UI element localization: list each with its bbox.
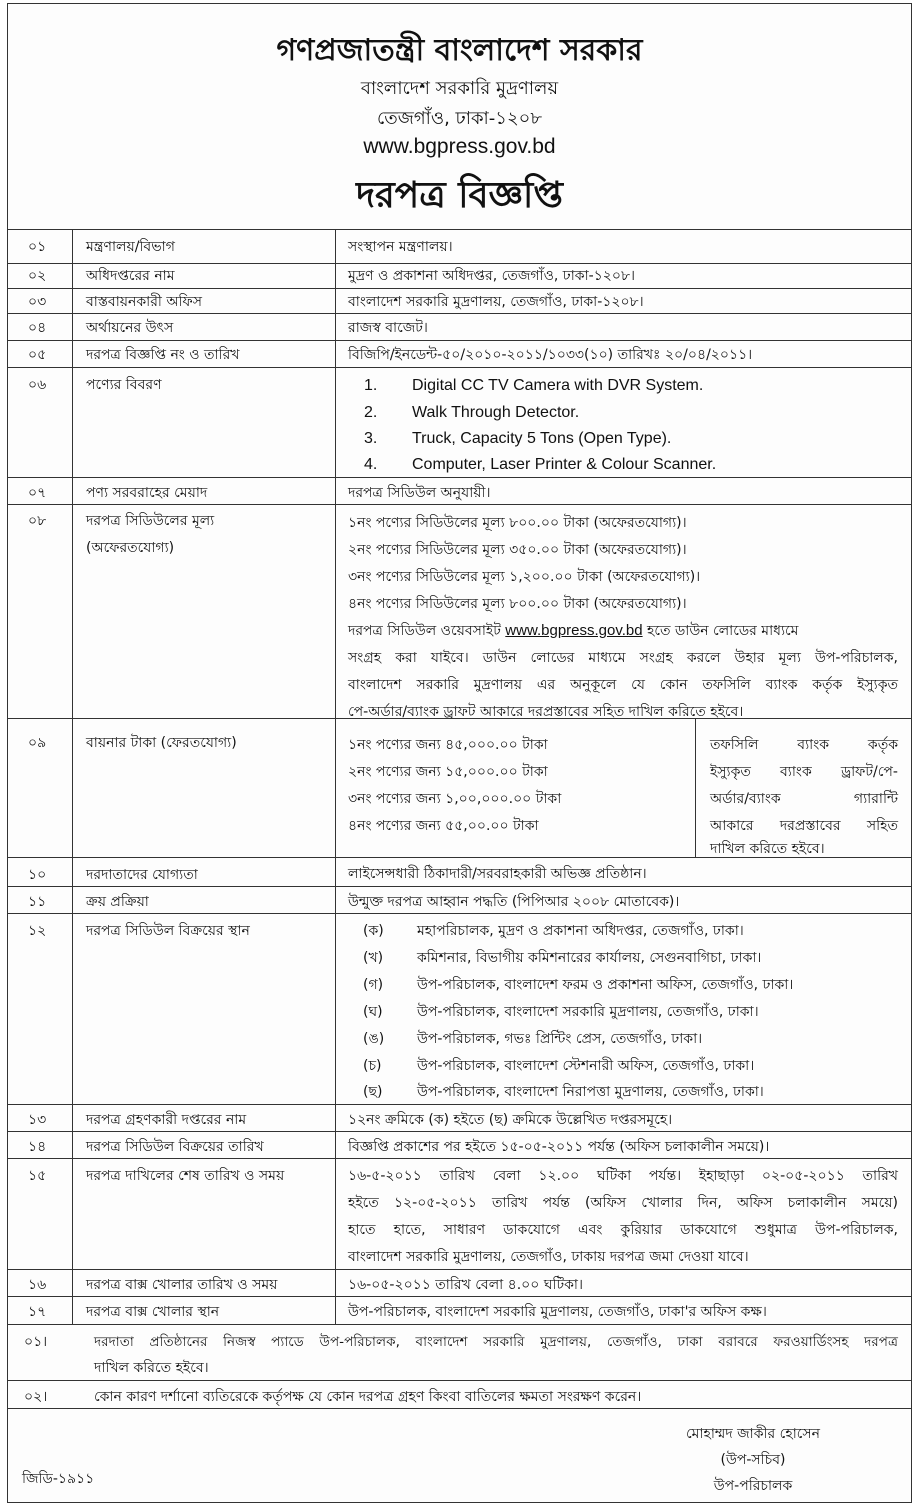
row-value: দরপত্র সিডিউল অনুযায়ী। (348, 485, 491, 501)
item-description: Walk Through Detector. (412, 404, 580, 421)
footer-code: জিডি-১৯১১ (22, 1471, 95, 1487)
earnest-money: ২নং পণ্যের জন্য ১৫,০০০.০০ টাকা (348, 764, 548, 780)
row-number: ১৪ (28, 1139, 47, 1155)
row-label: অর্থায়নের উৎস (86, 320, 174, 336)
download-text: দরপত্র সিডিউল ওয়েবসাইট (348, 623, 506, 639)
row-divider (8, 1104, 911, 1105)
row-divider (8, 1131, 911, 1132)
item-number: 2. (364, 404, 378, 421)
column-divider (695, 718, 696, 857)
earnest-money: ৩নং পণ্যের জন্য ১,০০,০০০.০০ টাকা (348, 791, 562, 807)
place-text: উপ-পরিচালক, বাংলাদেশ সরকারি মুদ্রণালয়, তেজগাঁও, ঢাকা। (417, 1004, 759, 1020)
row-number: ১৫ (28, 1168, 47, 1184)
row-number: ০৫ (28, 347, 47, 363)
row-number: ০৯ (28, 735, 47, 751)
row-number: ০২ (28, 268, 47, 284)
government-title: গণপ্রজাতন্ত্রী বাংলাদেশ সরকার (276, 33, 643, 68)
row-value: বিজিপি/ইনডেন্ট-৫০/২০১০-২০১১/১০৩৩(১০) তারিখঃ ২০/০৪/২০১১। (348, 347, 753, 363)
row-number: ০৬ (28, 377, 47, 393)
place-key: (ঘ) (363, 1004, 383, 1020)
place-key: (গ) (363, 977, 384, 993)
row-number: ১৭ (28, 1304, 47, 1320)
place-key: (ঙ) (363, 1031, 385, 1047)
row-divider (8, 263, 911, 264)
row-label: পণ্যের বিবরণ (86, 377, 162, 393)
earnest-money: ৪নং পণ্যের জন্য ৫৫,০০.০০ টাকা (348, 818, 539, 834)
note-text: কোন কারণ দর্শানো ব্যতিরেকে কর্তৃপক্ষ যে কোন দরপত্র গ্রহণ কিংবা বাতিলের ক্ষমতা সংরক্ষণ করেন। (94, 1389, 642, 1405)
row-label: দরপত্র দাখিলের শেষ তারিখ ও সময় (86, 1168, 285, 1184)
deadline-line: হাতে হাতে, সাধারণ ডাকযোগে এবং কুরিয়ার ডাকযোগে শুধুমাত্র উপ-পরিচালক, (348, 1222, 898, 1238)
row-divider (8, 313, 911, 314)
note-divider (8, 1380, 911, 1381)
place-text: উপ-পরিচালক, গভঃ প্রিন্টিং প্রেস, তেজগাঁও, ঢাকা। (417, 1031, 703, 1047)
row-divider (8, 477, 911, 478)
row-divider (8, 886, 911, 887)
item-description: Truck, Capacity 5 Tons (Open Type). (412, 430, 672, 447)
column-divider (72, 229, 73, 1324)
note-divider (8, 1408, 911, 1409)
row-label: (অফেরতযোগ্য) (86, 540, 175, 556)
row-label: দরপত্র বিজ্ঞপ্তি নং ও তারিখ (86, 347, 240, 363)
row-number: ১২ (28, 923, 47, 939)
row-number: ০১ (28, 239, 47, 255)
row-label: দরপত্র সিডিউল বিক্রয়ের তারিখ (86, 1139, 264, 1155)
row-value: বাংলাদেশ সরকারি মুদ্রণালয়, তেজগাঁও, ঢাকা-১২০৮। (348, 294, 644, 310)
schedule-price: ১নং পণ্যের সিডিউলের মূল্য ৮০০.০০ টাকা (অফেরতযোগ্য)। (348, 515, 687, 531)
tender-notice-page (7, 3, 912, 1503)
row-value: রাজস্ব বাজেট। (348, 320, 428, 336)
earnest-note: অর্ডার/ব্যাংক গ্যারান্টি (710, 791, 898, 807)
notice-title: দরপত্র বিজ্ঞপ্তি (356, 175, 563, 216)
row-number: ১০ (28, 867, 47, 883)
row-label: দরপত্র সিডিউল বিক্রয়ের স্থান (86, 923, 250, 939)
deadline-line: বাংলাদেশ সরকারি মুদ্রণালয়, তেজগাঁও, ঢাকায় দরপত্র জমা দেওয়া যাবে। (348, 1249, 749, 1265)
earnest-note: আকারে দরপ্রস্তাবের সহিত (710, 818, 898, 834)
deadline-line: হইতে ১২-০৫-২০১১ তারিখ পর্যন্ত (অফিস খোলার দিন, অফিস চলাকালীন সময়ে) (348, 1195, 898, 1211)
place-text: মহাপরিচালক, মুদ্রণ ও প্রকাশনা অধিদপ্তর, তেজগাঁও, ঢাকা। (417, 923, 744, 939)
place-text: উপ-পরিচালক, বাংলাদেশ ফরম ও প্রকাশনা অফিস, তেজগাঁও, ঢাকা। (417, 977, 794, 993)
schedule-price: ২নং পণ্যের সিডিউলের মূল্য ৩৫০.০০ টাকা (অফেরতযোগ্য)। (348, 542, 687, 558)
row-value: মুদ্রণ ও প্রকাশনা অধিদপ্তর, তেজগাঁও, ঢাকা-১২০৮। (348, 268, 636, 284)
signatory-name: মোহাম্মদ জাকীর হোসেন (686, 1426, 820, 1442)
row-value: সংস্থাপন মন্ত্রণালয়। (348, 239, 453, 255)
item-number: 3. (364, 430, 378, 447)
row-number: ০৪ (28, 320, 47, 336)
row-label: ক্রয় প্রক্রিয়া (86, 894, 149, 910)
row-value: উপ-পরিচালক, বাংলাদেশ সরকারি মুদ্রণালয়, তেজগাঁও, ঢাকা'র অফিস কক্ষ। (348, 1304, 767, 1320)
row-value: ১৬-০৫-২০১১ তারিখ বেলা ৪.০০ ঘটিকা। (348, 1277, 583, 1293)
row-label: অধিদপ্তরের নাম (86, 268, 175, 284)
row-label: বায়নার টাকা (ফেরতযোগ্য) (86, 735, 237, 751)
row-divider (8, 1158, 911, 1159)
note-number: ০১। (24, 1334, 48, 1350)
row-number: ০৮ (28, 513, 47, 529)
row-number: ০৩ (28, 294, 47, 310)
row-divider (8, 913, 911, 914)
column-divider (335, 229, 336, 1324)
item-description: Digital CC TV Camera with DVR System. (412, 377, 704, 394)
place-key: (ছ) (363, 1084, 383, 1100)
item-description: Computer, Laser Printer & Colour Scanner. (412, 456, 717, 473)
row-label: দরপত্র বাক্স খোলার তারিখ ও সময় (86, 1277, 278, 1293)
place-text: উপ-পরিচালক, বাংলাদেশ নিরাপত্তা মুদ্রণালয়, তেজগাঁও, ঢাকা। (417, 1084, 764, 1100)
row-number: ১৩ (28, 1112, 47, 1128)
row-divider (8, 1296, 911, 1297)
schedule-price: ৪নং পণ্যের সিডিউলের মূল্য ৮০০.০০ টাকা (অফেরতযোগ্য)। (348, 596, 687, 612)
row-label: মন্ত্রণালয়/বিভাগ (86, 239, 175, 255)
table-bottom-border (8, 1324, 911, 1325)
item-number: 1. (364, 377, 378, 394)
row-divider (8, 367, 911, 368)
download-paragraph-line: সংগ্রহ করা যাইবে। ডাউন লোডের মাধ্যমে সংগ্রহ করলে উহার মূল্য উপ-পরিচালক, (348, 650, 898, 666)
download-paragraph-line: পে-অর্ডার/ব্যাংক ড্রাফট আকারে দরপ্রস্তাবের সহিত দাখিল করিতে হইবে। (348, 704, 744, 720)
earnest-money: ১নং পণ্যের জন্য ৪৫,০০০.০০ টাকা (348, 737, 548, 753)
press-name: বাংলাদেশ সরকারি মুদ্রণালয় (360, 78, 559, 99)
download-paragraph-line: বাংলাদেশ সরকারি মুদ্রণালয় এর অনুকূলে যে কোন তফসিলি ব্যাংক কর্তৃক ইস্যুকৃত (348, 677, 898, 693)
row-label: দরপত্র গ্রহণকারী দপ্তরের নাম (86, 1112, 247, 1128)
row-label: দরদাতাদের যোগ্যতা (86, 867, 198, 883)
row-label: পণ্য সরবরাহের মেয়াদ (86, 485, 208, 501)
place-text: কমিশনার, বিভাগীয় কমিশনারের কার্যালয়, সেগুনবাগিচা, ঢাকা। (417, 950, 762, 966)
row-value: বিজ্ঞপ্তি প্রকাশের পর হইতে ১৫-০৫-২০১১ পর্যন্ত (অফিস চলাকালীন সময়ে)। (348, 1139, 770, 1155)
earnest-note: ইস্যুকৃত ব্যাংক ড্রাফট/পে- (710, 764, 898, 780)
row-value: লাইসেন্সধারী ঠিকাদারী/সরবরাহকারী অভিজ্ঞ প্রতিষ্ঠান। (348, 866, 647, 882)
earnest-note: দাখিল করিতে হইবে। (710, 841, 825, 857)
row-label: দরপত্র সিডিউলের মূল্য (86, 513, 215, 529)
schedule-price: ৩নং পণ্যের সিডিউলের মূল্য ১,২০০.০০ টাকা (অফেরতযোগ্য)। (348, 569, 701, 585)
download-text: হতে ডাউন লোডের মাধ্যমে (642, 623, 799, 639)
row-number: ০৭ (28, 485, 47, 501)
item-number: 4. (364, 456, 378, 473)
place-text: উপ-পরিচালক, বাংলাদেশ স্টেশনারী অফিস, তেজগাঁও, ঢাকা। (417, 1058, 755, 1074)
signatory-rank: (উপ-সচিব) (720, 1452, 786, 1468)
row-divider (8, 288, 911, 289)
deadline-line: ১৬-৫-২০১১ তারিখ বেলা ১২.০০ ঘটিকা পর্যন্ত। ইহাছাড়া ০২-০৫-২০১১ তারিখ (348, 1168, 898, 1184)
place-key: (চ) (363, 1058, 382, 1074)
row-number: ১৬ (28, 1277, 47, 1293)
row-label: বাস্তবায়নকারী অফিস (86, 294, 202, 310)
place-key: (খ) (363, 950, 384, 966)
note-text: দরদাতা প্রতিষ্ঠানের নিজস্ব প্যাডে উপ-পরিচালক, বাংলাদেশ সরকারি মুদ্রণালয়, তেজগাঁও, ঢাকা বরাবরে ফরওয়ার্ডিংসহ দরপত্র (94, 1334, 898, 1350)
download-line (348, 622, 798, 640)
note-text: দাখিল করিতে হইবে। (94, 1360, 209, 1376)
press-address: তেজগাঁও, ঢাকা-১২০৮ (376, 108, 543, 129)
row-divider (8, 504, 911, 505)
earnest-note: তফসিলি ব্যাংক কর্তৃক (710, 737, 898, 753)
row-number: ১১ (28, 894, 47, 910)
row-value: উন্মুক্ত দরপত্র আহ্বান পদ্ধতি (পিপিআর ২০০৮ মোতাবেক)। (348, 894, 680, 910)
download-website-link[interactable]: www.bgpress.gov.bd (505, 622, 643, 639)
row-divider (8, 340, 911, 341)
website-link: www.bgpress.gov.bd (363, 135, 556, 158)
place-key: (ক) (363, 923, 384, 939)
table-top-border (8, 229, 911, 230)
row-divider (8, 1269, 911, 1270)
note-number: ০২। (24, 1389, 48, 1405)
row-value: ১২নং ক্রমিকে (ক) হইতে (ছ) ক্রমিকে উল্লেখিত দপ্তরসমূহে। (348, 1112, 673, 1128)
row-label: দরপত্র বাক্স খোলার স্থান (86, 1304, 220, 1320)
signatory-designation: উপ-পরিচালক (713, 1478, 793, 1494)
